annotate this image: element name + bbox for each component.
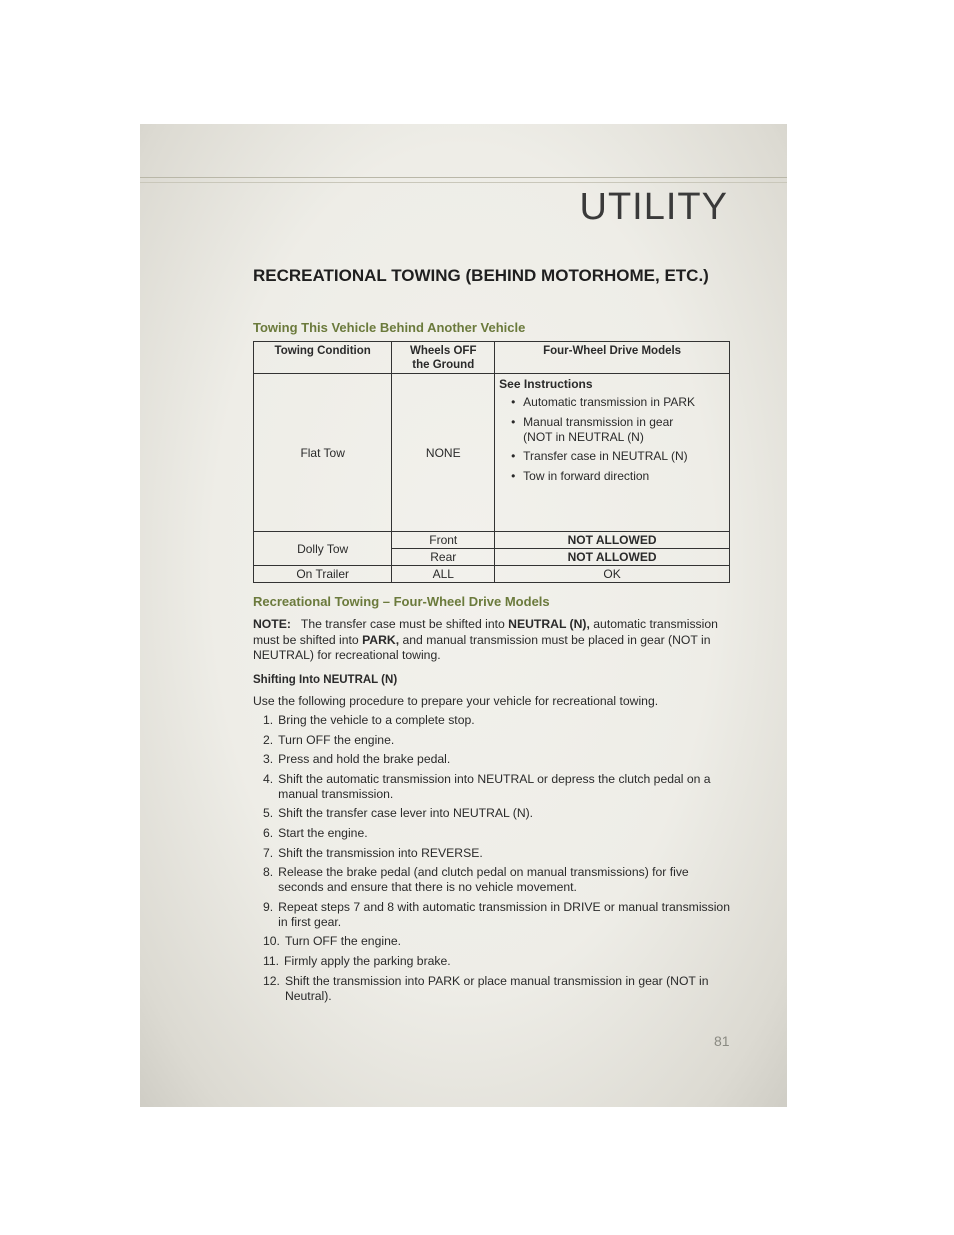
list-item bbox=[263, 806, 733, 821]
step-text: Shift the transmission into PARK or place manual transmission in gear (NOT in Neutral). bbox=[284, 973, 709, 1003]
instruction-item: • Manual transmission in gear (NOT in NEUTRAL (N) bbox=[511, 415, 701, 445]
step-text: Firmly apply the parking brake. bbox=[284, 953, 451, 968]
step-number: 10. bbox=[263, 934, 280, 949]
dolly-rear-wheels: Rear bbox=[392, 549, 495, 566]
step-text: Release the brake pedal (and clutch pedal on manual transmissions) for five seconds and ensure that there is no vehicle movement. bbox=[278, 865, 689, 895]
step-text: Turn OFF the engine. bbox=[278, 732, 395, 747]
list-item bbox=[263, 826, 733, 841]
step-number: 2. bbox=[263, 732, 274, 747]
list-item bbox=[263, 974, 733, 1004]
instruction-item: • Tow in forward direction bbox=[511, 469, 701, 484]
step-text: Bring the vehicle to a complete stop. bbox=[278, 713, 475, 727]
step-number: 7. bbox=[263, 845, 274, 860]
list-item bbox=[263, 713, 733, 728]
on-trailer-condition: On Trailer bbox=[254, 566, 392, 583]
shifting-heading: Shifting Into NEUTRAL (N) bbox=[253, 674, 398, 686]
dolly-tow-condition: Dolly Tow bbox=[254, 532, 392, 566]
table-row-on-trailer bbox=[254, 566, 730, 583]
main-heading: RECREATIONAL TOWING (BEHIND MOTORHOME, ETC.) bbox=[253, 266, 709, 285]
list-item bbox=[263, 846, 733, 861]
note-text-2: automatic transmission must be shifted into bbox=[253, 617, 718, 647]
flat-tow-wheels: NONE bbox=[392, 374, 495, 532]
table-header-row bbox=[254, 342, 730, 374]
note-label: NOTE: bbox=[253, 617, 291, 631]
flat-tow-instructions bbox=[495, 374, 730, 532]
page-number: 81 bbox=[714, 1033, 730, 1049]
flat-tow-condition: Flat Tow bbox=[254, 374, 392, 532]
step-number: 11. bbox=[263, 953, 280, 968]
instructions-list bbox=[499, 395, 725, 484]
section-title: UTILITY bbox=[579, 186, 728, 228]
table-row-flat-tow bbox=[254, 374, 730, 532]
step-number: 3. bbox=[263, 752, 274, 767]
procedure-steps bbox=[263, 713, 733, 1008]
list-item bbox=[263, 733, 733, 748]
note-text-1: The transfer case must be shifted into bbox=[300, 617, 505, 631]
header-rule-secondary bbox=[140, 182, 787, 183]
instruction-item: • Transfer case in NEUTRAL (N) bbox=[511, 449, 701, 464]
on-trailer-wheels: ALL bbox=[392, 566, 495, 583]
step-number: 12. bbox=[263, 973, 280, 988]
step-number: 9. bbox=[263, 899, 274, 914]
table-row-dolly-front bbox=[254, 532, 730, 549]
step-text: Shift the automatic transmission into NEUTRAL or depress the clutch pedal on a manual transmission. bbox=[278, 771, 711, 801]
list-item bbox=[263, 900, 733, 930]
towing-table bbox=[253, 341, 730, 583]
dolly-front-result: NOT ALLOWED bbox=[495, 532, 730, 549]
step-number: 1. bbox=[263, 713, 274, 727]
step-text: Press and hold the brake pedal. bbox=[278, 752, 451, 767]
step-text: Repeat steps 7 and 8 with automatic transmission in DRIVE or manual transmission in first gear. bbox=[278, 899, 730, 929]
note-text-3: and manual transmission must be placed in gear (NOT in NEUTRAL) for recreational towing. bbox=[253, 632, 711, 662]
step-text: Turn OFF the engine. bbox=[284, 934, 402, 949]
note-bold-park: PARK, bbox=[362, 632, 400, 647]
header-rule bbox=[140, 177, 787, 178]
header-towing-condition: Towing Condition bbox=[254, 342, 392, 374]
header-wheels-off-label: Wheels OFF the Ground bbox=[410, 345, 477, 371]
step-text: Shift the transfer case lever into NEUTRAL (N). bbox=[278, 806, 534, 821]
dolly-rear-result: NOT ALLOWED bbox=[495, 549, 730, 566]
note-bold-neutral: NEUTRAL (N), bbox=[508, 617, 590, 631]
list-item bbox=[263, 954, 733, 969]
step-text: Start the engine. bbox=[278, 825, 368, 840]
header-wheels-off bbox=[392, 342, 495, 374]
dolly-front-wheels: Front bbox=[392, 532, 495, 549]
list-item bbox=[263, 752, 733, 767]
step-number: 8. bbox=[263, 865, 274, 880]
note-paragraph bbox=[253, 617, 731, 664]
on-trailer-result: OK bbox=[495, 566, 730, 583]
step-number: 6. bbox=[263, 825, 274, 840]
4wd-subheading: Recreational Towing – Four-Wheel Drive Models bbox=[253, 594, 550, 609]
step-number: 5. bbox=[263, 806, 274, 821]
table-subheading: Towing This Vehicle Behind Another Vehicle bbox=[253, 320, 526, 335]
instructions-label: See Instructions bbox=[499, 377, 593, 391]
list-item bbox=[263, 934, 733, 949]
header-4wd-models: Four-Wheel Drive Models bbox=[495, 342, 730, 374]
list-item bbox=[263, 772, 733, 802]
instruction-item: • Automatic transmission in PARK bbox=[511, 395, 701, 410]
step-text: Shift the transmission into REVERSE. bbox=[278, 845, 483, 860]
procedure-intro: Use the following procedure to prepare your vehicle for recreational towing. bbox=[253, 694, 659, 708]
step-number: 4. bbox=[263, 771, 274, 786]
list-item bbox=[263, 865, 733, 895]
